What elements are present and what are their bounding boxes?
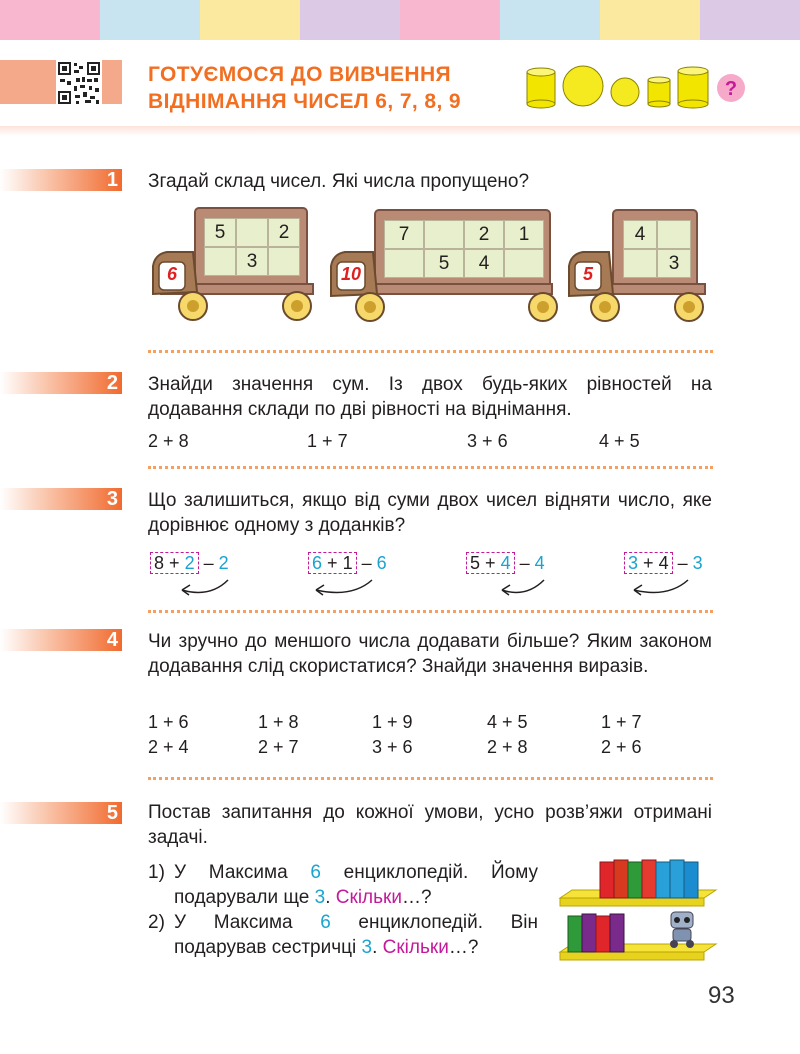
task-4-expr: 1 + 9 (372, 712, 413, 732)
grid-cell: 5 (205, 219, 235, 246)
books-bottom-shelf (568, 914, 624, 952)
task-3-expr-3: 5 + 4 – 4 (466, 553, 545, 574)
task-3-expr-4: 3 + 4 – 3 (624, 553, 703, 574)
task-2-expr-2: 1 + 7 (307, 431, 348, 451)
books-top-shelf (600, 860, 698, 898)
grid-cell (269, 248, 299, 275)
grid-cell: 3 (237, 248, 267, 275)
bookshelf-illustration (558, 852, 718, 964)
task-2-text: Знайди значення сум. Із двох будь-яких рівностей на додавання склади по дві рівності на віднімання. (148, 374, 712, 420)
divider-dotted (148, 610, 713, 613)
shapes-illustration (520, 62, 760, 112)
task-number-badge-1: 1 (0, 169, 122, 191)
task-number-badge-3: 3 (0, 488, 122, 510)
robot-toy-icon (670, 912, 694, 948)
task-4-expr: 2 + 7 (258, 737, 299, 757)
grid-cell: 4 (465, 250, 503, 277)
task-3-expr-2: 6 + 1 – 6 (308, 553, 387, 574)
grid-cell (425, 221, 463, 248)
task-4-expr: 4 + 5 (487, 712, 528, 732)
task-4-expr: 3 + 6 (372, 737, 413, 757)
task-4-expr: 1 + 8 (258, 712, 299, 732)
grid-cell: 1 (505, 221, 543, 248)
page-title (148, 61, 461, 115)
title-line-1: ГОТУЄМОСЯ ДО ВИВЧЕННЯ (148, 63, 452, 86)
grid-cell: 2 (465, 221, 503, 248)
grid-cell (237, 219, 267, 246)
title-line-2: ВІДНІМАННЯ ЧИСЕЛ 6, 7, 8, 9 (148, 90, 461, 113)
task-2-expr-1: 2 + 8 (148, 431, 189, 451)
task-4-text: Чи зручно до меншого числа додавати більше? Яким законом додавання слід скористатися? Знайди значення виразів. (148, 631, 712, 677)
task-4-expr: 2 + 8 (487, 737, 528, 757)
truck-1-grid (204, 218, 300, 276)
grid-cell (658, 221, 690, 248)
qr-code-icon[interactable] (56, 60, 102, 106)
truck-1-number: 6 (166, 264, 177, 284)
task-number-badge-2: 2 (0, 372, 122, 394)
curved-arrow-icon (634, 580, 688, 592)
task-4-expr: 1 + 6 (148, 712, 189, 732)
task-4-expr: 2 + 6 (601, 737, 642, 757)
task-number-badge-4: 4 (0, 629, 122, 651)
grid-cell: 5 (425, 250, 463, 277)
task-number-badge-5: 5 (0, 802, 122, 824)
ball-icon (563, 66, 603, 106)
task-5-item-1: 1) У Максима 6 енциклопедій. Йому подарували ще 3. Скільки…? (148, 862, 538, 908)
cylinder-icon (527, 68, 555, 108)
grid-cell: 3 (658, 250, 690, 277)
grid-cell (385, 250, 423, 277)
truck-3-grid (623, 220, 691, 278)
grid-cell (624, 250, 656, 277)
divider-dotted (148, 350, 713, 353)
small-ball-icon (611, 78, 639, 106)
task-4-expr: 2 + 4 (148, 737, 189, 757)
grid-cell: 2 (269, 219, 299, 246)
page-number: 93 (708, 982, 735, 1009)
grid-cell (205, 248, 235, 275)
divider-dotted (148, 777, 713, 780)
divider-dotted (148, 466, 713, 469)
grid-cell (505, 250, 543, 277)
task-5-text: Постав запитання до кожної умови, усно розв’яжи отримані задачі. (148, 802, 712, 848)
task-1-text: Згадай склад чисел. Які числа пропущено? (148, 171, 530, 192)
task-2-expr-3: 3 + 6 (467, 431, 508, 451)
task-3-text: Що залишиться, якщо від суми двох чисел відняти число, яке дорівнює одному з доданків? (148, 490, 712, 536)
top-color-strip (0, 0, 800, 40)
task-2-expr-4: 4 + 5 (599, 431, 640, 451)
truck-3-number: 5 (582, 264, 593, 284)
task-4-expr: 1 + 7 (601, 712, 642, 732)
question-mark: ? (724, 78, 738, 100)
small-cylinder-icon (648, 77, 670, 107)
truck-2-grid (384, 220, 544, 278)
grid-cell: 7 (385, 221, 423, 248)
curved-arrow-icon (316, 580, 372, 592)
task-3-expr-1: 8 + 2 – 2 (150, 553, 229, 574)
task-5-item-2: 2) У Максима 6 енциклопедій. Він подарував сестричці 3. Скільки…? (148, 912, 538, 958)
cylinder-icon-2 (678, 67, 708, 108)
header-separator (0, 126, 800, 136)
task-3-arrows (140, 572, 720, 600)
grid-cell: 4 (624, 221, 656, 248)
truck-2-number: 10 (340, 264, 362, 284)
